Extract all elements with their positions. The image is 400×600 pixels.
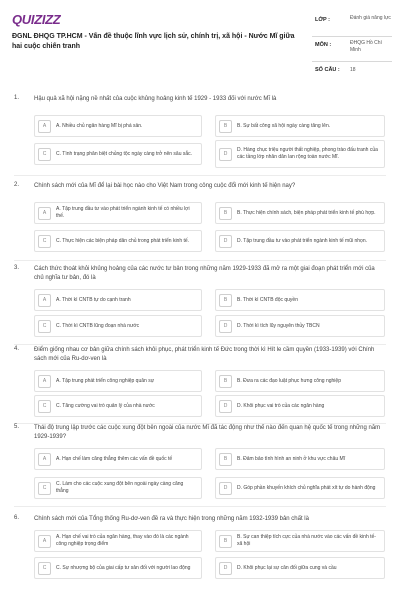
meta-value: 18 [350,67,356,73]
meta-row-question-count [312,62,392,80]
answer-option-a[interactable] [34,202,202,224]
question-text: Hậu quả xã hội nặng nề nhất của cuộc khủng hoảng kinh tế 1929 - 1933 đối với nước Mĩ là [34,96,277,102]
answer-option-b[interactable] [215,370,385,392]
question-divider [14,344,386,345]
answer-option-d[interactable] [215,395,385,417]
question-text: Cách thức thoát khỏi khủng hoảng của các nước tư bản trong những năm 1929-1933 đã mở ra một giai đoạn phát triển mới của chủ nghĩa tư bản, đó là [34,266,375,281]
answer-option-d[interactable] [215,477,385,499]
answer-option-b[interactable] [215,289,385,311]
option-letter-badge: D [219,482,232,495]
option-text: C. Tăng cường vai trò quản lý của nhà nước [56,402,155,409]
option-text: B. Thực hiện chính sách, biện pháp phát triển kinh tế phù hợp. [237,209,376,216]
option-text: B. Đưa ra các đạo luật phục hưng công nghiệp [237,377,341,384]
option-letter-badge: A [38,120,51,133]
option-text: D. Khôi phục lại sự cân đối giữa cung và cầu [237,564,337,571]
answer-option-a[interactable] [34,530,202,552]
question-text: Chính sách mới của Mĩ để lại bài học nào cho Việt Nam trong công cuộc đổi mới kinh tế hiện nay? [34,183,296,189]
meta-value: ĐHQG Hồ Chí Minh [350,40,382,53]
question-text: Điểm giống nhau cơ bản giữa chính sách khôi phục, phát triển kinh tế Đức trong thời kì Hít le cầm quyền (1933-1939) với Chính sách mới của Ru-dơ-ven là [34,347,375,362]
option-letter-badge: D [219,320,232,333]
option-letter-badge: D [219,562,232,575]
meta-row-class [312,12,392,37]
answer-option-a[interactable] [34,115,202,137]
option-letter-badge: A [38,535,51,548]
option-text: A. Thời kì CNTB tự do cạnh tranh [56,296,131,303]
worksheet-meta [312,12,392,80]
option-letter-badge: B [219,375,232,388]
option-text: D. Tập trung đầu tư vào phát triển ngành kinh tế mũi nhọn. [237,237,368,244]
option-text: C. Sự nhượng bộ của giai cấp tư sản đối với người lao động [56,564,191,571]
option-text: A. Hạn chế làm căng thẳng thêm các vấn đề quốc tế [56,455,173,462]
option-text: B. Sự bất công xã hội ngày càng tăng lên. [237,122,331,129]
answer-option-b[interactable] [215,448,385,470]
option-letter-badge: C [38,235,51,248]
option-text: C. Thực hiện các biện pháp dân chủ trong phát triển kinh tế. [56,237,190,244]
question-number: 5. [14,424,20,430]
answer-option-a[interactable] [34,370,202,392]
answer-option-d[interactable] [215,140,385,168]
question-text: Chính sách mới của Tổng thống Ru-dơ-ven đề ra và thực hiện trong những năm 1932-1939 bản chất là [34,516,309,522]
question-number: 1. [14,95,20,101]
option-letter-badge: C [38,562,51,575]
meta-value: Đánh giá năng lực [350,15,391,21]
option-letter-badge: A [38,375,51,388]
question-divider [14,175,386,176]
answer-option-b[interactable] [215,530,385,552]
option-text: C. Thời kì CNTB lũng đoạn nhà nước [56,322,140,329]
answer-option-c[interactable] [34,315,202,337]
answer-option-c[interactable] [34,557,202,579]
answer-option-d[interactable] [215,230,385,252]
meta-row-subject [312,37,392,62]
option-text: B. Thời kì CNTB độc quyền [237,296,298,303]
question-number: 6. [14,515,20,521]
answer-option-d[interactable] [215,557,385,579]
answer-option-b[interactable] [215,115,385,137]
quizizz-logo: QUIZIZZ [12,12,61,27]
option-letter-badge: D [219,400,232,413]
answer-option-c[interactable] [34,230,202,252]
option-letter-badge: C [38,482,51,495]
option-text: A. Tập trung phát triển công nghiệp quân sự [56,377,155,384]
option-text: A. Hạn chế vai trò của ngân hàng, thay vào đó là các ngành công nghiệp trọng điểm [56,534,189,547]
option-text: C. Làm cho các cuộc xung đột bên ngoài ngày càng căng thẳng [56,481,184,494]
worksheet-header [0,0,400,86]
option-text: D. Góp phần khuyến khích chủ nghĩa phát xít tự do hành động [237,484,376,491]
option-text: B. Đảm bảo tình hình an ninh ở khu vực châu Mĩ [237,455,346,462]
option-letter-badge: C [38,400,51,413]
option-letter-badge: C [38,148,51,161]
option-text: A. Tập trung đầu tư vào phát triển ngành kinh tế có nhiều lợi thế. [56,206,190,219]
option-text: B. Sự can thiệp tích cực của nhà nước vào các vấn đề kinh tế- xã hội [237,534,376,547]
question-number: 3. [14,265,20,271]
option-text: D. Hàng chục triệu người thất nghiệp, phong trào đấu tranh của các tầng lớp nhân dân lan rộng toàn nước Mĩ. [237,147,378,160]
option-letter-badge: B [219,294,232,307]
option-text: C. Tình trạng phân biệt chủng tộc ngày càng trở nên sâu sắc. [56,150,193,157]
option-letter-badge: B [219,120,232,133]
question-number: 2. [14,182,20,188]
option-letter-badge: A [38,207,51,220]
question-divider [14,260,386,261]
option-letter-badge: B [219,453,232,466]
answer-option-d[interactable] [215,315,385,337]
worksheet-title: ĐGNL ĐHQG TP.HCM - Vấn đề thuộc lĩnh vực lịch sử, chính trị, xã hội - Nước Mĩ giữa hai cuộc chiến tranh [12,33,295,50]
option-text: D. Thời kì tích lũy nguyên thủy TBCN [237,322,320,329]
option-letter-badge: D [219,235,232,248]
option-letter-badge: B [219,207,232,220]
meta-label: SỐ CÂU : [315,67,340,73]
option-letter-badge: D [219,148,232,161]
option-text: D. Khôi phục vai trò của các ngân hàng [237,402,325,409]
question-divider [14,506,386,507]
option-letter-badge: C [38,320,51,333]
answer-option-b[interactable] [215,202,385,224]
option-letter-badge: A [38,453,51,466]
meta-label: LỚP : [315,17,330,23]
option-text: A. Nhiều chủ ngân hàng Mĩ bị phá sản. [56,122,143,129]
answer-option-a[interactable] [34,289,202,311]
meta-label: MÔN : [315,42,332,48]
question-number: 4. [14,346,20,352]
answer-option-a[interactable] [34,448,202,470]
question-text: Thái độ trung lập trước các cuộc xung đột bên ngoài của nước Mĩ đã tác động như thế nào đến quan hệ quốc tế trong những năm 1929-1939? [34,425,381,440]
option-letter-badge: B [219,535,232,548]
option-letter-badge: A [38,294,51,307]
answer-option-c[interactable] [34,395,202,417]
answer-option-c[interactable] [34,477,202,499]
answer-option-c[interactable] [34,143,202,165]
